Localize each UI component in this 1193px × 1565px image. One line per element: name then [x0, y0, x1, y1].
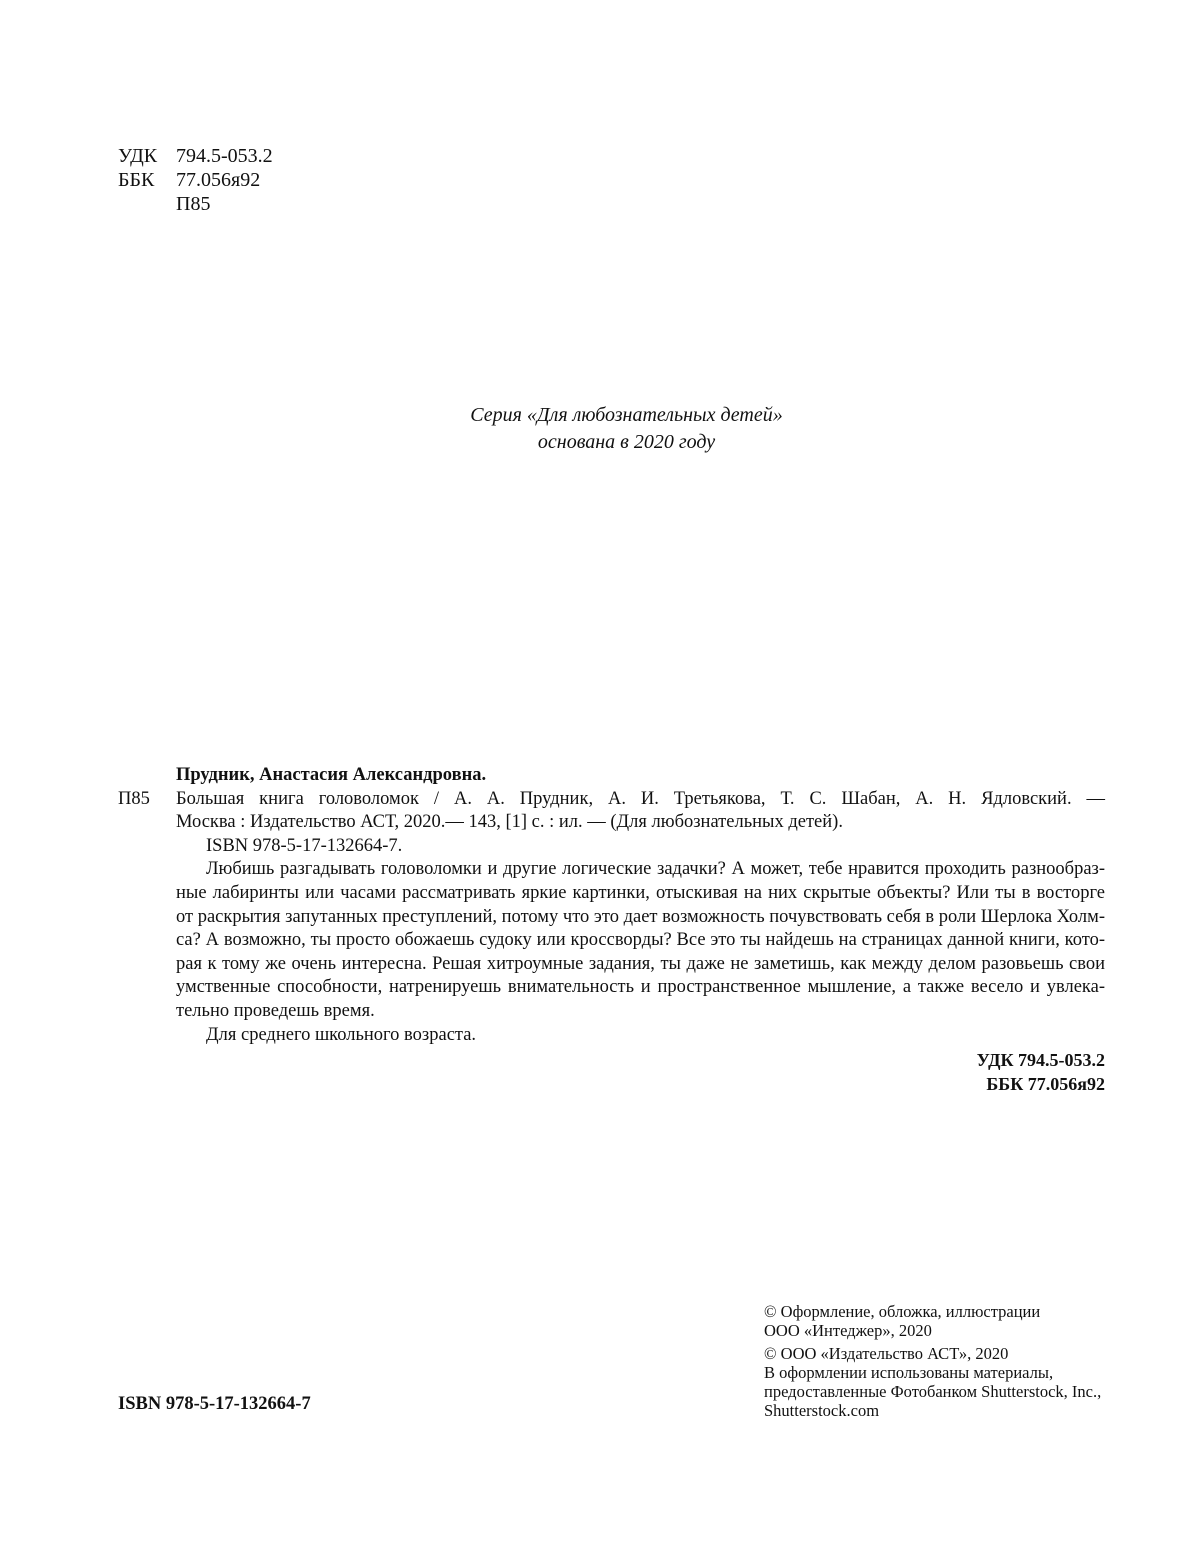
bib-classification	[977, 1048, 1105, 1096]
bib-isbn: ISBN 978-5-17-132664-7.	[206, 835, 403, 856]
title-row	[118, 788, 1105, 812]
age-rating: Для среднего школьного возраста.	[206, 1024, 477, 1045]
bib-udk: УДК 794.5-053.2	[976, 1050, 1105, 1070]
copyright-line: © ООО «Издательство АСТ», 2020	[764, 1343, 1009, 1363]
udk-row	[118, 144, 273, 168]
series-line-1: Серия «Для любознательных детей»	[470, 404, 783, 426]
bbk-label: ББК	[118, 169, 155, 191]
classification-codes	[118, 144, 273, 216]
udk-label: УДК	[118, 145, 158, 167]
bibliographic-record	[118, 764, 1105, 1047]
annotation-line: Любишь разгадывать головоломки и другие логические задачки? А может, тебе нравится проходить разнообраз-	[206, 859, 1105, 880]
annotation	[176, 858, 1105, 1047]
annotation-line: ные лабиринты или часами рассматривать яркие картинки, отыскивая на них скрытые объекты? Или ты в восторге	[176, 882, 1105, 903]
copyright-line: предоставленные Фотобанком Shutterstock, Inc.,	[764, 1382, 1102, 1402]
author-name: Прудник, Анастасия Александровна.	[176, 765, 487, 785]
isbn-bottom: ISBN 978-5-17-132664-7	[118, 1394, 311, 1414]
annotation-line: са? А возможно, ты просто обожаешь судоку или кроссворды? Все это ты найдешь на страницах данной книги, кото-	[176, 930, 1105, 951]
annotation-line: умственные способности, натренируешь внимательность и пространственное мышление, а также весело и увлека-	[176, 977, 1105, 998]
bib-bbk: ББК 77.056я92	[986, 1074, 1105, 1094]
author-mark: П85	[176, 193, 211, 215]
copyright-line: © Оформление, обложка, иллюстрации	[764, 1302, 1041, 1321]
series-note	[0, 402, 1193, 456]
copyright-block	[764, 1302, 1101, 1421]
udk-value: 794.5-053.2	[176, 145, 273, 167]
book-title: Большая книга головоломок / А. А. Прудник, А. И. Третьякова, Т. С. Шабан, А. Н. Ядловский. —	[176, 788, 1105, 809]
author-mark-row	[118, 192, 273, 216]
bbk-value: 77.056я92	[176, 169, 261, 191]
imprint-line: Москва : Издательство АСТ, 2020.— 143, [1] с. : ил. — (Для любознательных детей).	[176, 812, 843, 833]
bib-code: П85	[118, 788, 150, 809]
copyright-line: Shutterstock.com	[764, 1401, 880, 1421]
series-line-2: основана в 2020 году	[537, 431, 716, 453]
copyright-line: В оформлении использованы материалы,	[764, 1362, 1054, 1382]
annotation-line: тельно проведешь время.	[176, 1000, 375, 1021]
annotation-line: рая к тому же очень интересна. Решая хитроумные задания, ты даже не заметишь, как между делом разовьешь свои	[176, 953, 1105, 974]
bbk-row	[118, 168, 273, 192]
copyright-line: ООО «Интеджер», 2020	[764, 1321, 932, 1341]
annotation-line: от раскрытия запутанных преступлений, потому что это дает возможность почувствовать себя в роли Шерлока Холм-	[176, 906, 1105, 927]
